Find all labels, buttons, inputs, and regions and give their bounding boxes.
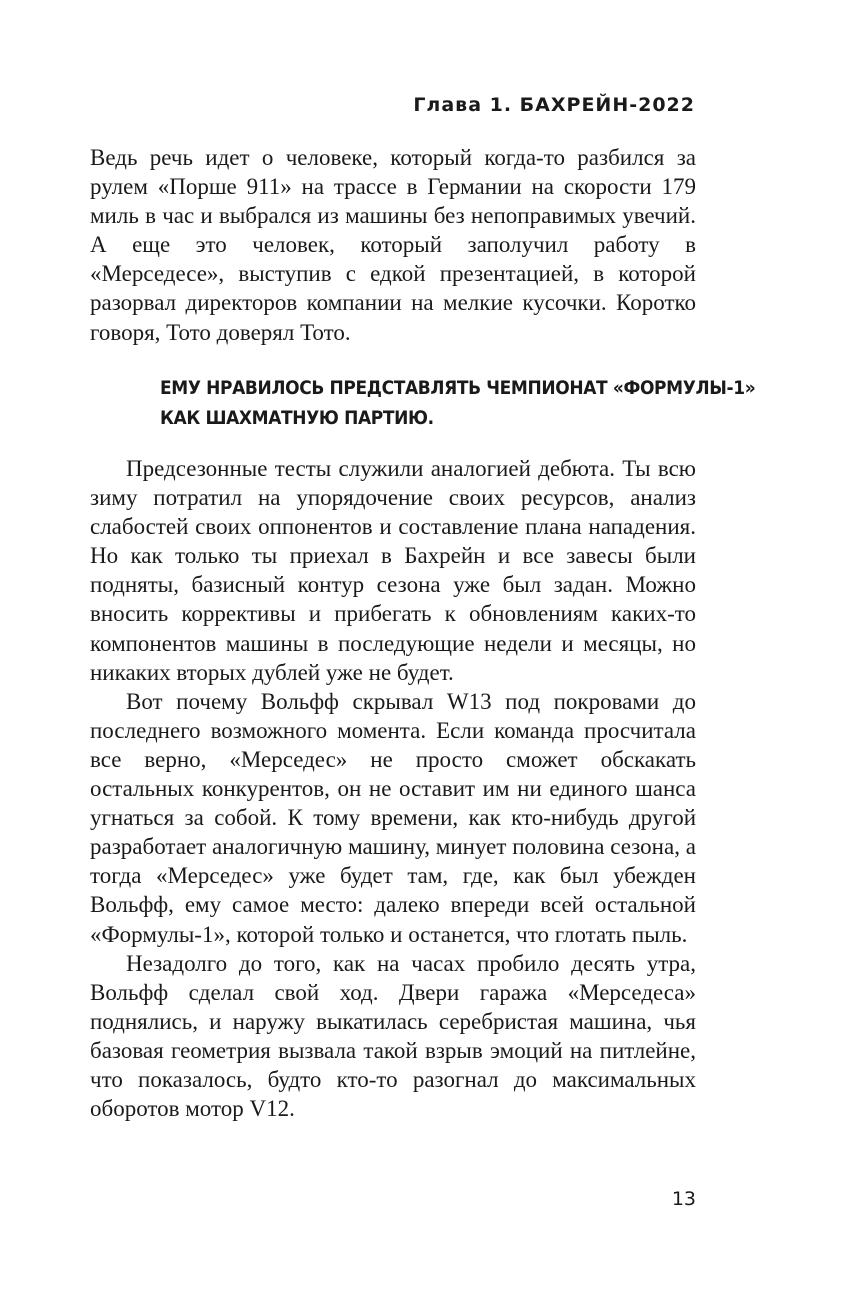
- paragraph: Незадолго до того, как на часах пробило десять утра, Вольфф сделал свой ход. Двери гаража «Мерседеса» поднялись, и наружу выкатилась серебристая машина, чья базовая геометрия вызвала такой взрыв эмоций на питлейне, что показалось, будто кто-то разогнал до максимальных оборотов мотор V12.: [90, 950, 696, 1122]
- pull-quote: [160, 374, 756, 434]
- pull-quote-line-2: КАК ШАХМАТНУЮ ПАРТИЮ.: [160, 408, 434, 429]
- page-number: 13: [671, 1188, 696, 1210]
- main-text-block: [90, 454, 696, 1123]
- top-text-block: [90, 143, 696, 347]
- paragraph: Предсезонные тесты служили аналогией дебюта. Ты всю зиму потратил на упорядочение своих ресурсов, анализ слабостей своих оппонентов и составление плана нападения. Но как только ты приехал в Бахрейн и все завесы были подняты, базисный контур сезона уже был задан. Можно вносить коррективы и прибегать к обновлениям каких-то компонентов машины в последующие недели и месяцы, но никаких вторых дублей уже не будет.: [90, 456, 696, 685]
- pull-quote-line-1: ЕМУ НРАВИЛОСЬ ПРЕДСТАВЛЯТЬ ЧЕМПИОНАТ «ФОРМУЛЫ-1»: [160, 378, 756, 399]
- paragraph-continuation: Ведь речь идет о человеке, который когда-то разбился за рулем «Порше 911» на трассе в Германии на скорости 179 миль в час и выбрался из машины без непоправимых увечий. А еще это человек, который заполучил работу в «Мерседесе», выступив с едкой презентацией, в которой разорвал директоров компании на мелкие кусочки. Коротко говоря, Тото доверял Тото.: [90, 145, 696, 345]
- running-header: Глава 1. БАХРЕЙН-2022: [413, 94, 695, 116]
- paragraph: Вот почему Вольфф скрывал W13 под покровами до последнего возможного момента. Если команда просчитала все верно, «Мерседес» не просто сможет обскакать остальных конкурентов, он не оставит им ни единого шанса угнаться за собой. К тому времени, как кто-нибудь другой разработает аналогичную машину, минует половина сезона, а тогда «Мерседес» уже будет там, где, как был убежден Вольфф, ему самое место: далеко впереди всей остальной «Формулы-1», которой только и останется, что глотать пыль.: [90, 688, 696, 947]
